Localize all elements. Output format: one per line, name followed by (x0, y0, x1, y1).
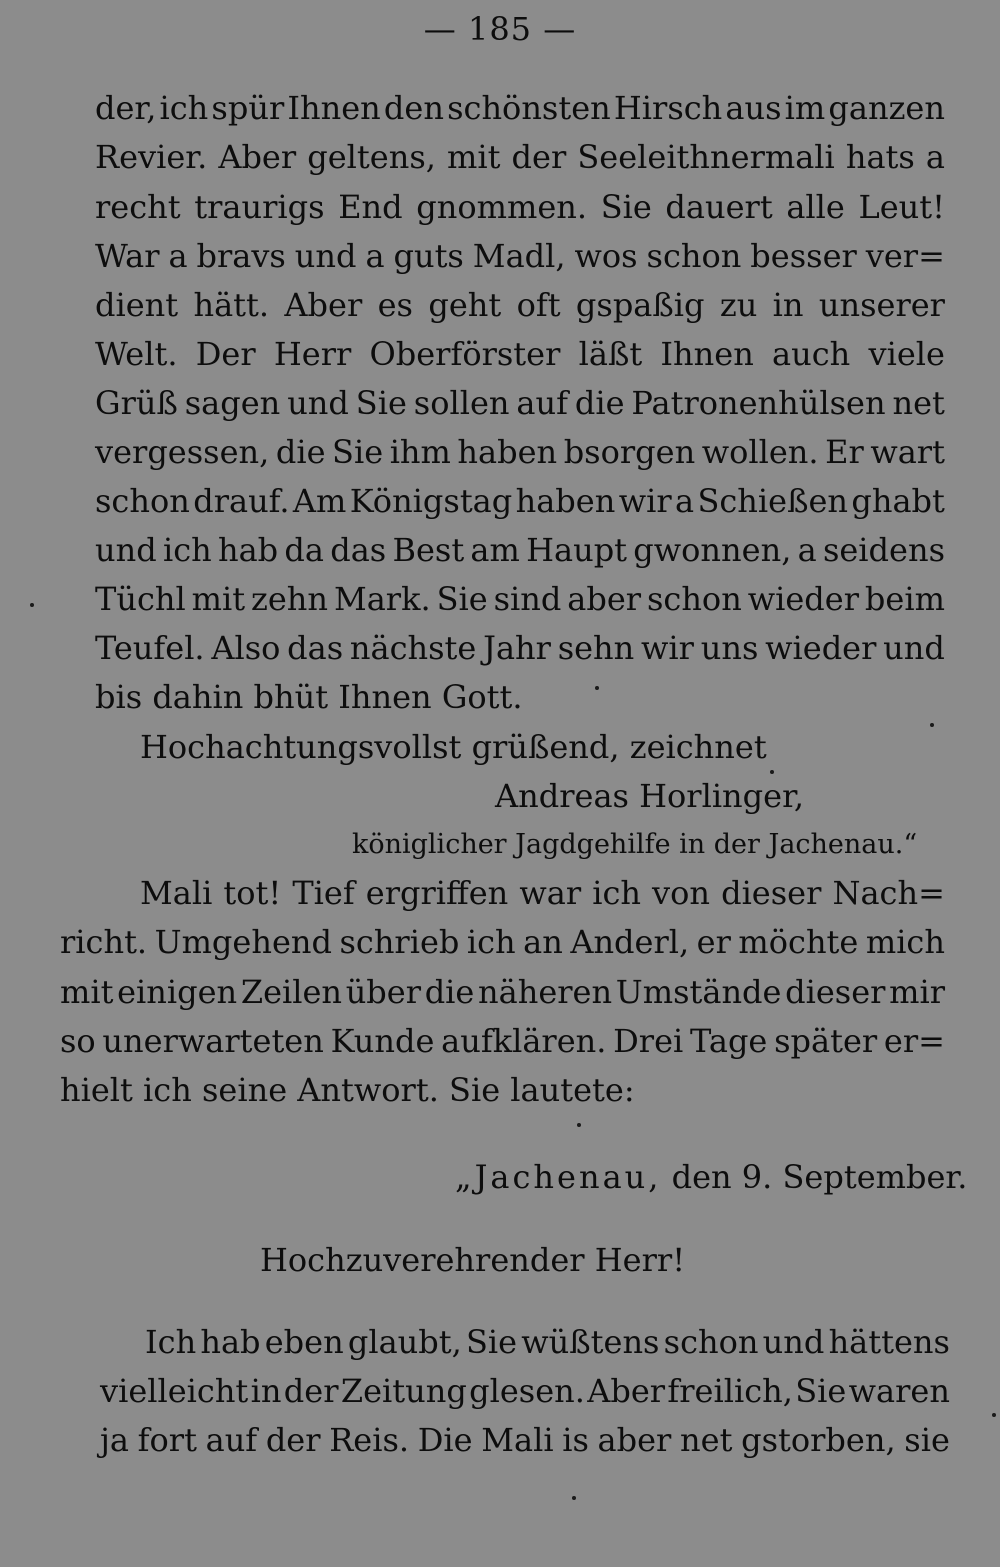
word: Aber (587, 1372, 666, 1410)
word: net (680, 1421, 733, 1459)
word: Revier. (95, 138, 208, 176)
word: schrieb (339, 923, 460, 961)
word: am (470, 531, 520, 569)
text-line (95, 579, 945, 619)
text-line: hielt ich seine Antwort. Sie lautete: (60, 1071, 635, 1109)
print-speck (577, 1123, 581, 1127)
word: das (330, 531, 387, 569)
word: Welt. (95, 335, 178, 373)
word: seidens (822, 531, 945, 569)
word: ihm (389, 433, 451, 471)
word: nächste (349, 629, 477, 667)
word: ganzen (828, 89, 945, 127)
word: uns (700, 629, 759, 667)
text-line (95, 187, 945, 227)
word: Seeleithnermali (577, 138, 835, 176)
word: Sie (332, 433, 384, 471)
word: Anderl, (570, 923, 690, 961)
word: Ihnen (660, 335, 754, 373)
text-line (95, 334, 945, 374)
word: möchte (738, 923, 859, 961)
word: viele (868, 335, 945, 373)
word: ich (159, 89, 209, 127)
word: drauf. (193, 482, 290, 520)
word: a (797, 531, 817, 569)
word: Sie (436, 580, 488, 618)
word: Sie (465, 1323, 518, 1361)
word: Nach= (832, 874, 945, 912)
word: sind (493, 580, 562, 618)
letter-date: den 9. September. (671, 1158, 968, 1196)
word: mit (60, 973, 114, 1011)
page-number: — 185 — (423, 10, 577, 48)
word: a (925, 138, 945, 176)
word: auf (516, 384, 568, 422)
word: spür (211, 89, 285, 127)
word: der, (95, 89, 157, 127)
word: schon (95, 482, 190, 520)
word: Drei (613, 1022, 684, 1060)
print-speck (770, 770, 774, 774)
word: und (287, 384, 349, 422)
word: auf (205, 1421, 258, 1459)
letter-dateline (455, 1157, 967, 1197)
word: dieser (721, 874, 822, 912)
word: eben (264, 1323, 344, 1361)
print-speck (992, 1413, 996, 1417)
word: Am (292, 482, 347, 520)
word: im (784, 89, 826, 127)
word: wir (618, 482, 672, 520)
word: sollen (413, 384, 510, 422)
text-line (140, 873, 945, 913)
word: näheren (478, 973, 613, 1011)
word: an (523, 923, 563, 961)
word: Ihnen (287, 89, 381, 127)
word: End (338, 188, 403, 226)
word: Reis. (329, 1421, 410, 1459)
word: den (383, 89, 444, 127)
word: glesen. (469, 1372, 585, 1410)
print-speck (930, 723, 934, 727)
word: gnommen. (416, 188, 588, 226)
word: Oberförster (369, 335, 561, 373)
word: Haupt (526, 531, 628, 569)
word: Königstag (349, 482, 513, 520)
word: recht (95, 188, 181, 226)
word: mir (889, 973, 945, 1011)
word: ich (162, 531, 212, 569)
word: Madl, (472, 237, 566, 275)
word: mit (447, 138, 501, 176)
word: Tage (690, 1022, 768, 1060)
word: fort (137, 1421, 197, 1459)
word: bravs (196, 237, 286, 275)
word: aber (567, 580, 642, 618)
text-line: bis dahin bhüt Ihnen Gott. (95, 678, 523, 716)
word: das (287, 629, 344, 667)
text-line (60, 922, 945, 962)
word: die (424, 973, 475, 1011)
word: Aber (284, 286, 363, 324)
word: da (284, 531, 324, 569)
word: aber (597, 1421, 672, 1459)
letter-closing: Hochachtungsvollst grüßend, zeichnet (140, 728, 767, 766)
word: von (652, 874, 710, 912)
word: die (574, 384, 625, 422)
word: hab (217, 531, 279, 569)
word: Leut! (858, 188, 945, 226)
word: schon (646, 580, 742, 618)
word: tot! (223, 874, 282, 912)
word: wollen. (701, 433, 819, 471)
word: zu (719, 286, 758, 324)
word: aus (725, 89, 782, 127)
word: schon (646, 237, 742, 275)
word: und (95, 531, 157, 569)
word: hätt. (193, 286, 270, 324)
text-line (95, 88, 945, 128)
word: Schießen (697, 482, 848, 520)
word: ver= (865, 237, 945, 275)
word: mich (865, 923, 945, 961)
word: unserer (818, 286, 945, 324)
word: Er (825, 433, 864, 471)
text-line (95, 137, 945, 177)
word: und (294, 237, 357, 275)
word: alle (786, 188, 845, 226)
word: haben (515, 482, 616, 520)
word: wüßtens (521, 1323, 660, 1361)
word: Zeilen (240, 973, 343, 1011)
word: so (60, 1022, 96, 1060)
word: ergriffen (365, 874, 509, 912)
letter-salutation: Hochzuverehrender Herr! (260, 1241, 686, 1279)
text-line (95, 628, 945, 668)
word: net (892, 384, 945, 422)
word: Herr (273, 335, 352, 373)
word: zehn (251, 580, 329, 618)
word: sie (904, 1421, 950, 1459)
word: Tüchl (95, 580, 186, 618)
word: Teufel. (95, 629, 205, 667)
word: besser (750, 237, 857, 275)
word: es (377, 286, 413, 324)
word: Sie (355, 384, 407, 422)
word: Der (195, 335, 256, 373)
word: a (168, 237, 188, 275)
word: vergessen, (95, 433, 270, 471)
word: Tief (292, 874, 355, 912)
text-line (95, 383, 945, 423)
text-line (60, 1021, 945, 1061)
word: sagen (184, 384, 281, 422)
word: schon (663, 1323, 759, 1361)
word: der (511, 138, 567, 176)
word: Jahr (483, 629, 551, 667)
word: aufklären. (441, 1022, 607, 1060)
letter-place: „Jachenau, (455, 1158, 662, 1196)
text-line (145, 1322, 950, 1362)
word: Die (417, 1421, 473, 1459)
word: er= (883, 1022, 945, 1060)
word: gstorben, (741, 1421, 896, 1459)
word: in (772, 286, 804, 324)
word: Mali (481, 1421, 554, 1459)
word: wieder (765, 629, 877, 667)
word: richt. (60, 923, 148, 961)
word: Kunde (330, 1022, 435, 1060)
word: der (283, 1372, 339, 1410)
word: Mark. (333, 580, 431, 618)
word: Grüß (95, 384, 178, 422)
word: unerwarteten (102, 1022, 324, 1060)
word: a (365, 237, 385, 275)
print-speck (595, 686, 599, 690)
word: Patronenhülsen (631, 384, 886, 422)
word: hättens (828, 1323, 950, 1361)
word: Best (392, 531, 465, 569)
word: die (275, 433, 326, 471)
word: Mali (140, 874, 213, 912)
text-line (95, 236, 945, 276)
word: ja (100, 1421, 129, 1459)
word: geht (428, 286, 502, 324)
word: haben (457, 433, 558, 471)
word: wart (870, 433, 945, 471)
word: läßt (578, 335, 643, 373)
word: dauert (665, 188, 773, 226)
word: ghabt (851, 482, 945, 520)
word: gwonnen, (633, 531, 792, 569)
word: Zeitung (340, 1372, 467, 1410)
word: waren (848, 1372, 950, 1410)
word: bsorgen (563, 433, 696, 471)
text-line (95, 432, 945, 472)
word: dieser (785, 973, 886, 1011)
word: Sie (600, 188, 652, 226)
word: Umstände (615, 973, 782, 1011)
word: Aber (218, 138, 297, 176)
text-line (60, 972, 945, 1012)
word: guts (393, 237, 464, 275)
word: glaubt, (347, 1323, 462, 1361)
word: gspaßig (575, 286, 705, 324)
word: wos (574, 237, 638, 275)
word: sehn (557, 629, 635, 667)
word: er (696, 923, 731, 961)
word: über (345, 973, 422, 1011)
word: War (95, 237, 160, 275)
word: hab (200, 1323, 261, 1361)
word: geltens, (307, 138, 436, 176)
word: der (265, 1421, 321, 1459)
word: Also (211, 629, 281, 667)
print-speck (30, 603, 34, 607)
text-line (100, 1420, 950, 1460)
word: oft (516, 286, 561, 324)
word: und (883, 629, 945, 667)
word: traurigs (194, 188, 325, 226)
word: vielleicht (100, 1372, 249, 1410)
word: auch (772, 335, 851, 373)
word: Sie (795, 1372, 847, 1410)
word: Ich (145, 1323, 197, 1361)
word: a (675, 482, 695, 520)
print-speck (572, 1496, 576, 1500)
word: schönsten (447, 89, 611, 127)
word: is (562, 1421, 589, 1459)
text-line (95, 285, 945, 325)
text-line (100, 1371, 950, 1411)
word: dient (95, 286, 179, 324)
word: Hirsch (613, 89, 723, 127)
signature-title: königlicher Jagdgehilfe in der Jachenau.“ (352, 829, 918, 860)
word: später (774, 1022, 878, 1060)
word: beim (864, 580, 945, 618)
word: ich (592, 874, 641, 912)
word: Umgehend (154, 923, 332, 961)
word: wieder (747, 580, 859, 618)
text-line (95, 481, 945, 521)
word: freilich, (667, 1372, 793, 1410)
word: in (250, 1372, 282, 1410)
signature-name: Andreas Horlinger, (495, 777, 805, 815)
word: hats (845, 138, 915, 176)
word: mit (191, 580, 246, 618)
word: war (519, 874, 582, 912)
text-line (95, 530, 945, 570)
word: wir (641, 629, 694, 667)
word: ich (466, 923, 516, 961)
word: einigen (117, 973, 238, 1011)
word: und (762, 1323, 825, 1361)
